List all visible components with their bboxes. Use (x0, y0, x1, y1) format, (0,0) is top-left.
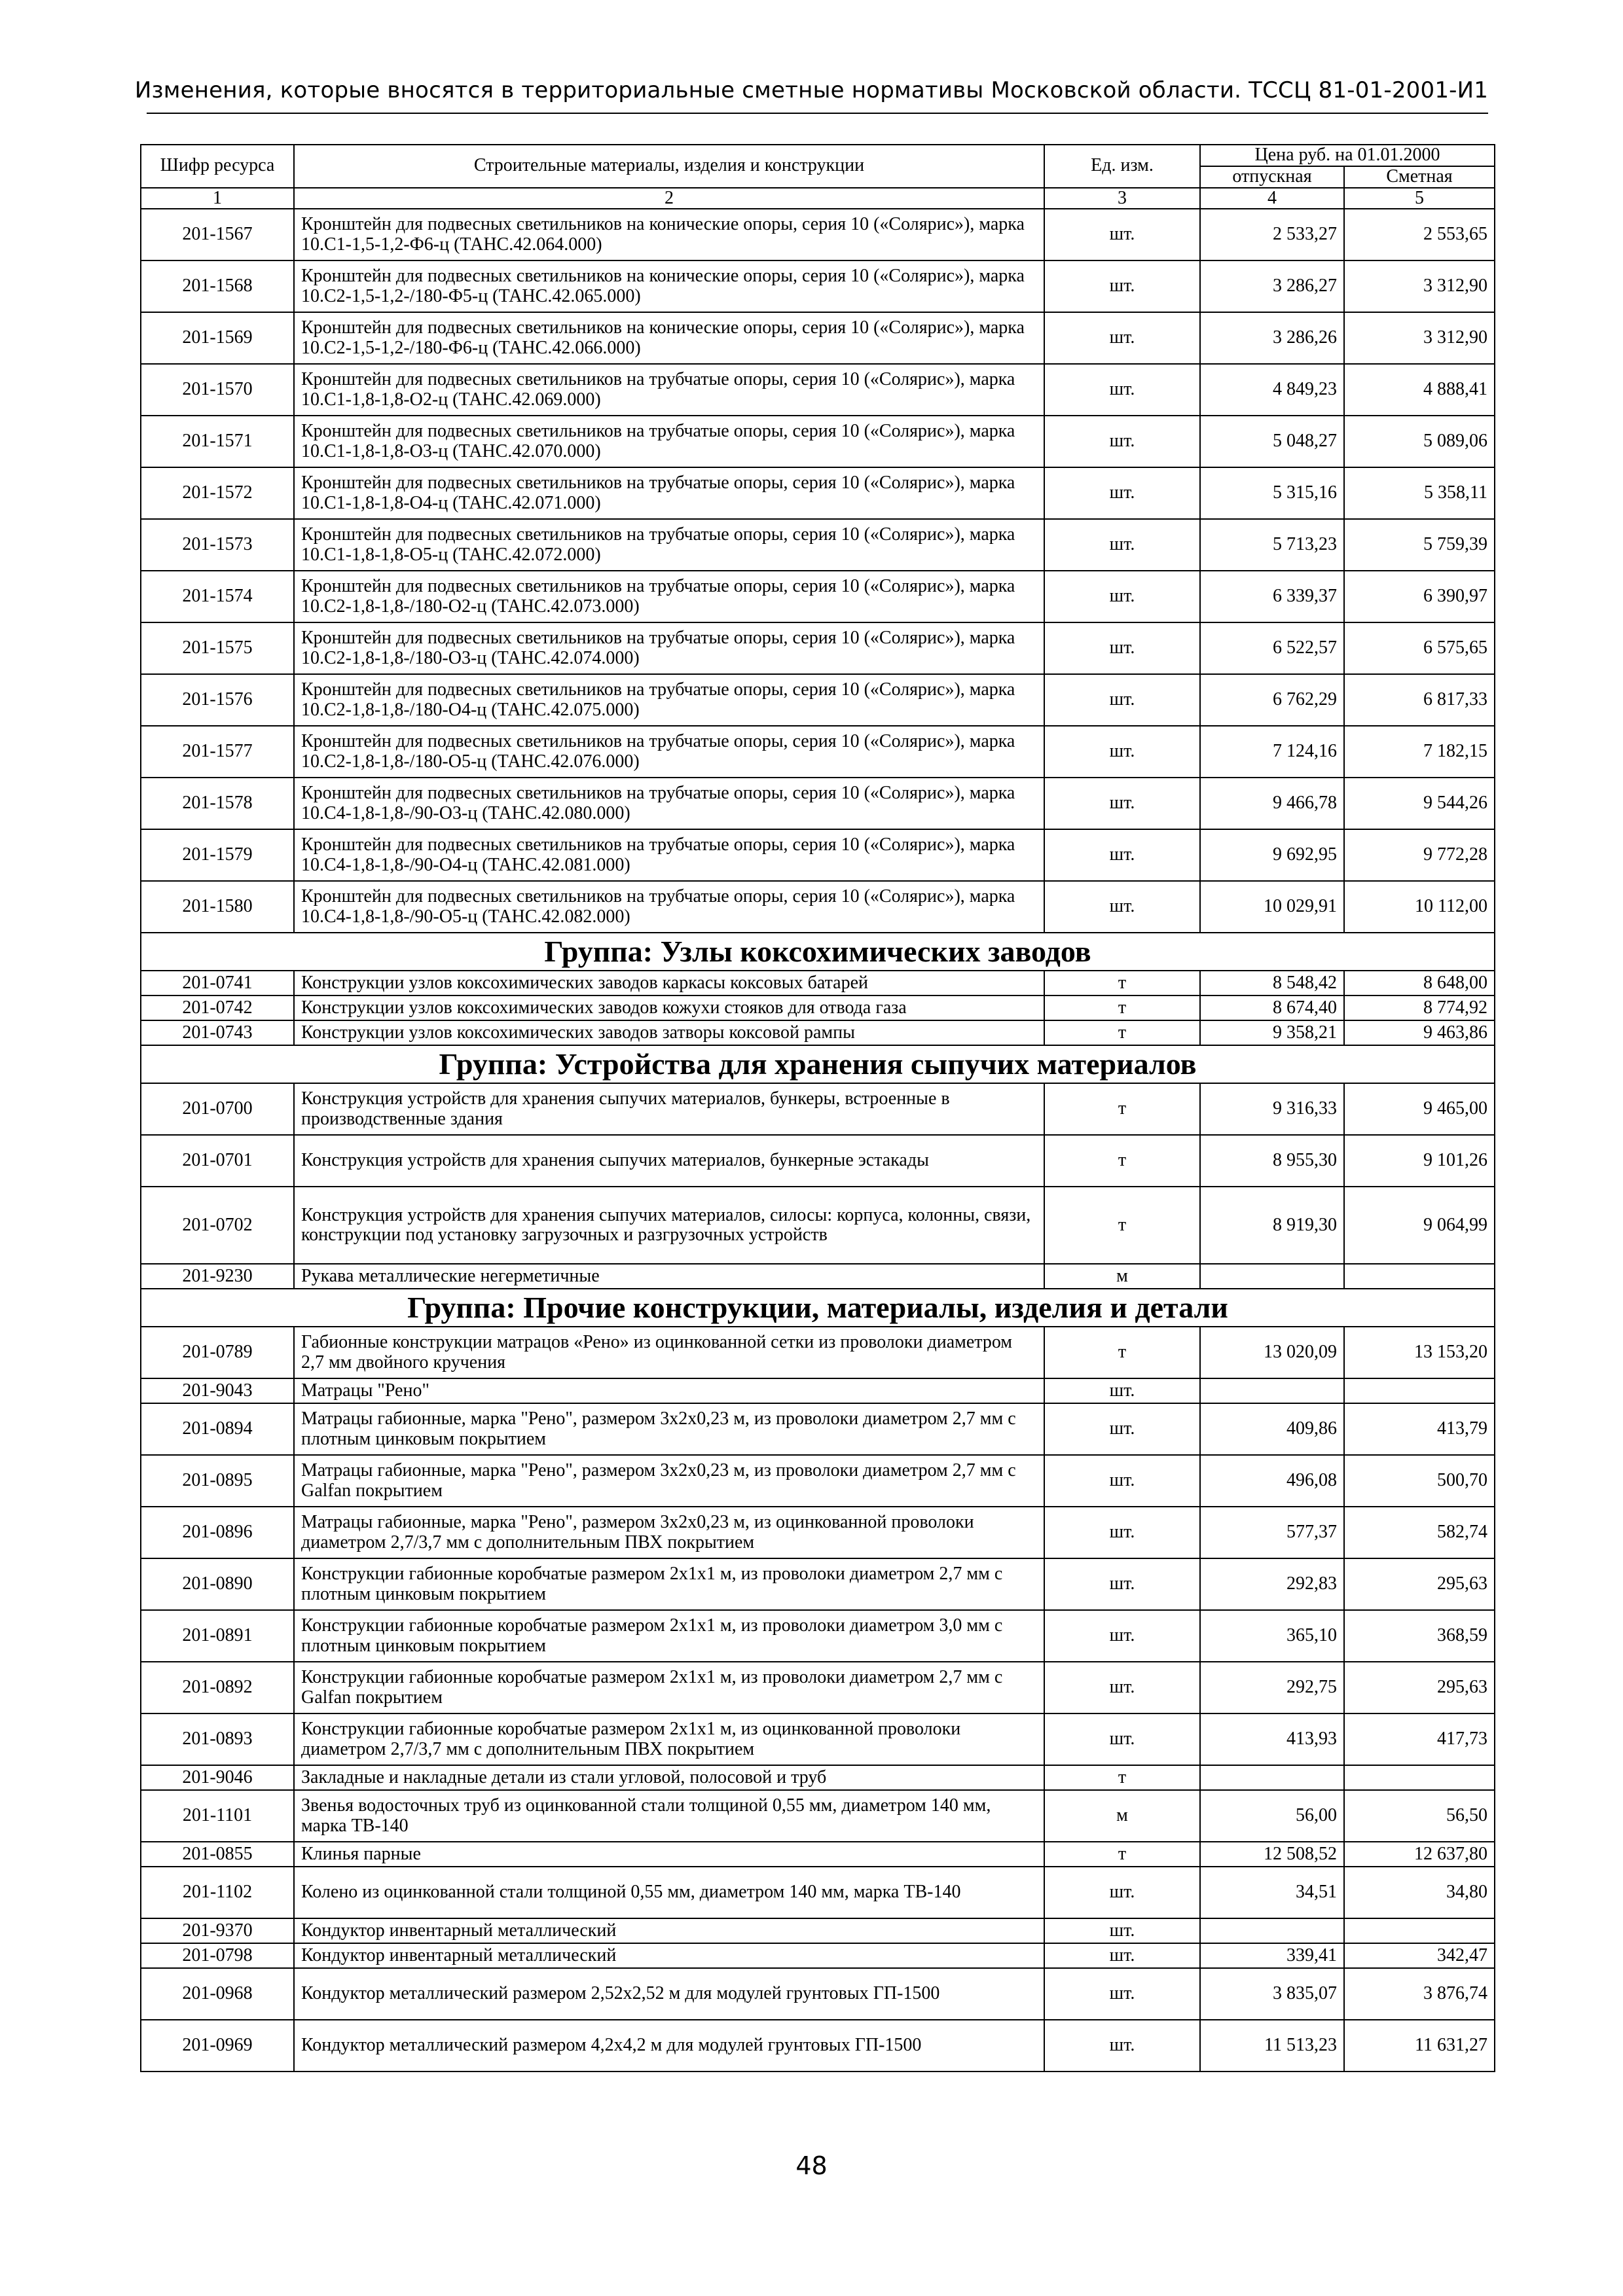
cell-price-release (1200, 1378, 1344, 1403)
cell-name: Кронштейн для подвесных светильников на трубчатые опоры, серия 10 («Солярис»), марка 10.С2-1,8-1,8-/180-О2-ц (ТАНС.42.073.000) (294, 571, 1044, 622)
cell-code: 201-1578 (141, 778, 294, 829)
cell-unit: т (1044, 1327, 1200, 1378)
cell-price-release: 9 316,33 (1200, 1083, 1344, 1135)
cell-name: Кронштейн для подвесных светильников на трубчатые опоры, серия 10 («Солярис»), марка 10.С1-1,8-1,8-О2-ц (ТАНС.42.069.000) (294, 364, 1044, 416)
header-divider (147, 113, 1488, 114)
cell-price-release: 5 048,27 (1200, 416, 1344, 467)
cell-code: 201-9046 (141, 1765, 294, 1790)
cell-price-estimate: 413,79 (1344, 1403, 1495, 1455)
cell-price-release: 3 286,27 (1200, 260, 1344, 312)
cell-unit: шт. (1044, 260, 1200, 312)
cell-price-estimate: 11 631,27 (1344, 2020, 1495, 2072)
cell-code: 201-9370 (141, 1918, 294, 1943)
cell-name: Кронштейн для подвесных светильников на трубчатые опоры, серия 10 («Солярис»), марка 10.С2-1,8-1,8-/180-О3-ц (ТАНС.42.074.000) (294, 622, 1044, 674)
cell-code: 201-0895 (141, 1455, 294, 1507)
cell-price-release: 56,00 (1200, 1790, 1344, 1842)
column-header-code: Шифр ресурса (141, 145, 294, 188)
cell-unit: т (1044, 1135, 1200, 1187)
cell-price-release: 413,93 (1200, 1713, 1344, 1765)
cell-price-estimate: 9 101,26 (1344, 1135, 1495, 1187)
cell-price-estimate: 9 064,99 (1344, 1187, 1495, 1264)
cell-code: 201-1569 (141, 312, 294, 364)
cell-name: Кондуктор металлический размером 2,52х2,52 м для модулей грунтовых ГП-1500 (294, 1968, 1044, 2020)
cell-price-estimate: 6 817,33 (1344, 674, 1495, 726)
cell-code: 201-1102 (141, 1867, 294, 1918)
cell-code: 201-0741 (141, 971, 294, 996)
cell-name: Конструкция устройств для хранения сыпучих материалов, бункеры, встроенные в производственные здания (294, 1083, 1044, 1135)
cell-price-estimate (1344, 1264, 1495, 1289)
cell-unit: т (1044, 996, 1200, 1020)
cell-unit: шт. (1044, 1713, 1200, 1765)
table-row (141, 209, 1495, 260)
table-row (141, 1968, 1495, 2020)
document-header-title: Изменения, которые вносятся в территориальные сметные нормативы Московской области. ТССЦ 81-01-2001-И1 (134, 77, 1489, 103)
price-table (140, 144, 1495, 2072)
cell-name: Кронштейн для подвесных светильников на конические опоры, серия 10 («Солярис»), марка 10.С1-1,5-1,2-Ф6-ц (ТАНС.42.064.000) (294, 209, 1044, 260)
cell-price-estimate: 295,63 (1344, 1558, 1495, 1610)
cell-price-estimate: 3 876,74 (1344, 1968, 1495, 2020)
cell-name: Закладные и накладные детали из стали угловой, полосовой и труб (294, 1765, 1044, 1790)
cell-price-estimate (1344, 1378, 1495, 1403)
cell-price-release: 292,75 (1200, 1662, 1344, 1713)
cell-price-release: 8 919,30 (1200, 1187, 1344, 1264)
cell-price-release: 11 513,23 (1200, 2020, 1344, 2072)
table-row (141, 312, 1495, 364)
cell-unit: шт. (1044, 829, 1200, 881)
column-header-price-estimate: Сметная (1344, 166, 1495, 188)
cell-unit: шт. (1044, 1968, 1200, 2020)
table-row (141, 1507, 1495, 1558)
cell-code: 201-1101 (141, 1790, 294, 1842)
cell-name: Конструкции габионные коробчатые размером 2х1х1 м, из оцинкованной проволоки диаметром 2,7/3,7 мм с дополнительным ПВХ покрытием (294, 1713, 1044, 1765)
cell-unit: шт. (1044, 209, 1200, 260)
cell-unit: м (1044, 1790, 1200, 1842)
cell-price-estimate: 368,59 (1344, 1610, 1495, 1662)
cell-name: Кронштейн для подвесных светильников на конические опоры, серия 10 («Солярис»), марка 10.С2-1,5-1,2-/180-Ф5-ц (ТАНС.42.065.000) (294, 260, 1044, 312)
cell-unit: шт. (1044, 1662, 1200, 1713)
cell-code: 201-1572 (141, 467, 294, 519)
cell-price-estimate: 6 390,97 (1344, 571, 1495, 622)
cell-name: Звенья водосточных труб из оцинкованной стали толщиной 0,55 мм, диаметром 140 мм, марка ТВ-140 (294, 1790, 1044, 1842)
cell-code: 201-1576 (141, 674, 294, 726)
cell-name: Матрацы габионные, марка "Рено", размером 3х2х0,23 м, из оцинкованной проволоки диаметром 2,7/3,7 мм с дополнительным ПВХ покрытием (294, 1507, 1044, 1558)
cell-price-release: 13 020,09 (1200, 1327, 1344, 1378)
group-title: Группа: Устройства для хранения сыпучих материалов (141, 1045, 1495, 1083)
cell-unit: шт. (1044, 1507, 1200, 1558)
table-row (141, 1135, 1495, 1187)
cell-name: Кондуктор инвентарный металлический (294, 1943, 1044, 1968)
cell-price-estimate: 582,74 (1344, 1507, 1495, 1558)
cell-code: 201-0742 (141, 996, 294, 1020)
cell-price-estimate: 295,63 (1344, 1662, 1495, 1713)
cell-price-release: 8 955,30 (1200, 1135, 1344, 1187)
cell-price-estimate: 9 772,28 (1344, 829, 1495, 881)
table-row (141, 1918, 1495, 1943)
cell-name: Конструкция устройств для хранения сыпучих материалов, силосы: корпуса, колонны, связи, конструкции под установку загрузочных и разгрузочных устройств (294, 1187, 1044, 1264)
table-row (141, 1403, 1495, 1455)
cell-price-estimate: 13 153,20 (1344, 1327, 1495, 1378)
cell-price-release (1200, 1918, 1344, 1943)
cell-price-estimate: 9 463,86 (1344, 1020, 1495, 1045)
cell-unit: шт. (1044, 1867, 1200, 1918)
cell-code: 201-0892 (141, 1662, 294, 1713)
column-number: 4 (1200, 188, 1344, 209)
cell-code: 201-0701 (141, 1135, 294, 1187)
cell-price-estimate (1344, 1918, 1495, 1943)
cell-code: 201-1579 (141, 829, 294, 881)
table-row (141, 996, 1495, 1020)
column-number: 2 (294, 188, 1044, 209)
cell-unit: шт. (1044, 1558, 1200, 1610)
cell-name: Рукава металлические негерметичные (294, 1264, 1044, 1289)
cell-price-release: 2 533,27 (1200, 209, 1344, 260)
column-number: 1 (141, 188, 294, 209)
cell-code: 201-0702 (141, 1187, 294, 1264)
cell-unit: шт. (1044, 416, 1200, 467)
cell-name: Кронштейн для подвесных светильников на трубчатые опоры, серия 10 («Солярис»), марка 10.С4-1,8-1,8-/90-О3-ц (ТАНС.42.080.000) (294, 778, 1044, 829)
cell-price-release: 6 339,37 (1200, 571, 1344, 622)
cell-unit: т (1044, 971, 1200, 996)
group-title: Группа: Прочие конструкции, материалы, изделия и детали (141, 1289, 1495, 1327)
cell-price-release: 9 692,95 (1200, 829, 1344, 881)
cell-price-estimate: 342,47 (1344, 1943, 1495, 1968)
cell-unit: шт. (1044, 1378, 1200, 1403)
cell-name: Матрацы габионные, марка "Рено", размером 3х2х0,23 м, из проволоки диаметром 2,7 мм с плотным цинковым покрытием (294, 1403, 1044, 1455)
cell-code: 201-1567 (141, 209, 294, 260)
cell-name: Конструкции габионные коробчатые размером 2х1х1 м, из проволоки диаметром 3,0 мм с плотным цинковым покрытием (294, 1610, 1044, 1662)
table-row (141, 674, 1495, 726)
cell-price-estimate: 7 182,15 (1344, 726, 1495, 778)
cell-name: Кронштейн для подвесных светильников на трубчатые опоры, серия 10 («Солярис»), марка 10.С2-1,8-1,8-/180-О5-ц (ТАНС.42.076.000) (294, 726, 1044, 778)
cell-price-estimate: 9 465,00 (1344, 1083, 1495, 1135)
cell-name: Клинья парные (294, 1842, 1044, 1867)
cell-price-release: 339,41 (1200, 1943, 1344, 1968)
cell-code: 201-0968 (141, 1968, 294, 2020)
cell-price-release: 9 466,78 (1200, 778, 1344, 829)
cell-price-estimate: 5 358,11 (1344, 467, 1495, 519)
cell-price-release: 3 286,26 (1200, 312, 1344, 364)
table-row (141, 1842, 1495, 1867)
table-row (141, 622, 1495, 674)
cell-code: 201-0890 (141, 1558, 294, 1610)
cell-code: 201-0896 (141, 1507, 294, 1558)
cell-name: Конструкции узлов коксохимических заводов затворы коксовой рампы (294, 1020, 1044, 1045)
cell-price-release: 34,51 (1200, 1867, 1344, 1918)
table-row (141, 1378, 1495, 1403)
table-row (141, 1943, 1495, 1968)
cell-code: 201-1574 (141, 571, 294, 622)
cell-unit: т (1044, 1020, 1200, 1045)
cell-code: 201-0969 (141, 2020, 294, 2072)
cell-price-release: 6 762,29 (1200, 674, 1344, 726)
group-row (141, 933, 1495, 971)
cell-price-estimate: 5 759,39 (1344, 519, 1495, 571)
cell-name: Кронштейн для подвесных светильников на трубчатые опоры, серия 10 («Солярис»), марка 10.С2-1,8-1,8-/180-О4-ц (ТАНС.42.075.000) (294, 674, 1044, 726)
cell-code: 201-0798 (141, 1943, 294, 1968)
cell-price-release: 3 835,07 (1200, 1968, 1344, 2020)
cell-name: Матрацы габионные, марка "Рено", размером 3х2х0,23 м, из проволоки диаметром 2,7 мм с Galfan покрытием (294, 1455, 1044, 1507)
table-row (141, 881, 1495, 933)
group-row (141, 1289, 1495, 1327)
cell-price-release: 4 849,23 (1200, 364, 1344, 416)
cell-price-release: 8 548,42 (1200, 971, 1344, 996)
cell-unit: шт. (1044, 519, 1200, 571)
cell-price-release: 5 713,23 (1200, 519, 1344, 571)
cell-code: 201-1568 (141, 260, 294, 312)
cell-price-estimate: 2 553,65 (1344, 209, 1495, 260)
table-row (141, 1765, 1495, 1790)
table-body (141, 209, 1495, 2072)
table-row (141, 778, 1495, 829)
table-row (141, 829, 1495, 881)
cell-price-estimate: 500,70 (1344, 1455, 1495, 1507)
cell-price-release: 5 315,16 (1200, 467, 1344, 519)
cell-unit: шт. (1044, 674, 1200, 726)
cell-unit: м (1044, 1264, 1200, 1289)
cell-code: 201-1571 (141, 416, 294, 467)
cell-price-estimate: 4 888,41 (1344, 364, 1495, 416)
table-row (141, 726, 1495, 778)
group-title: Группа: Узлы коксохимических заводов (141, 933, 1495, 971)
column-header-price-release: отпускная (1200, 166, 1344, 188)
cell-unit: шт. (1044, 622, 1200, 674)
cell-unit: шт. (1044, 778, 1200, 829)
cell-price-release: 7 124,16 (1200, 726, 1344, 778)
table-row (141, 364, 1495, 416)
cell-price-estimate: 9 544,26 (1344, 778, 1495, 829)
cell-price-release: 9 358,21 (1200, 1020, 1344, 1045)
cell-unit: шт. (1044, 1918, 1200, 1943)
cell-name: Кронштейн для подвесных светильников на трубчатые опоры, серия 10 («Солярис»), марка 10.С1-1,8-1,8-О3-ц (ТАНС.42.070.000) (294, 416, 1044, 467)
cell-unit: т (1044, 1083, 1200, 1135)
cell-price-release: 8 674,40 (1200, 996, 1344, 1020)
table-row (141, 467, 1495, 519)
cell-price-estimate: 10 112,00 (1344, 881, 1495, 933)
cell-price-release: 365,10 (1200, 1610, 1344, 1662)
cell-unit: шт. (1044, 364, 1200, 416)
cell-name: Матрацы "Рено" (294, 1378, 1044, 1403)
cell-code: 201-9230 (141, 1264, 294, 1289)
cell-name: Конструкции габионные коробчатые размером 2х1х1 м, из проволоки диаметром 2,7 мм с Galfan покрытием (294, 1662, 1044, 1713)
cell-name: Конструкции габионные коробчатые размером 2х1х1 м, из проволоки диаметром 2,7 мм с плотным цинковым покрытием (294, 1558, 1044, 1610)
table-row (141, 1187, 1495, 1264)
group-row (141, 1045, 1495, 1083)
cell-unit: шт. (1044, 571, 1200, 622)
cell-price-release (1200, 1264, 1344, 1289)
cell-price-estimate: 6 575,65 (1344, 622, 1495, 674)
cell-price-estimate: 5 089,06 (1344, 416, 1495, 467)
cell-unit: шт. (1044, 2020, 1200, 2072)
page-number: 48 (795, 2151, 828, 2180)
cell-price-release: 409,86 (1200, 1403, 1344, 1455)
cell-unit: шт. (1044, 1610, 1200, 1662)
cell-unit: т (1044, 1187, 1200, 1264)
cell-name: Кондуктор инвентарный металлический (294, 1918, 1044, 1943)
cell-unit: шт. (1044, 1403, 1200, 1455)
table-row (141, 1327, 1495, 1378)
cell-name: Кронштейн для подвесных светильников на конические опоры, серия 10 («Солярис»), марка 10.С2-1,5-1,2-/180-Ф6-ц (ТАНС.42.066.000) (294, 312, 1044, 364)
column-header-unit: Ед. изм. (1044, 145, 1200, 188)
cell-name: Кондуктор металлический размером 4,2х4,2 м для модулей грунтовых ГП-1500 (294, 2020, 1044, 2072)
cell-unit: шт. (1044, 881, 1200, 933)
column-number: 5 (1344, 188, 1495, 209)
cell-price-release: 6 522,57 (1200, 622, 1344, 674)
cell-unit: шт. (1044, 312, 1200, 364)
cell-price-estimate: 3 312,90 (1344, 260, 1495, 312)
cell-code: 201-0789 (141, 1327, 294, 1378)
cell-unit: шт. (1044, 1455, 1200, 1507)
cell-name: Конструкция устройств для хранения сыпучих материалов, бункерные эстакады (294, 1135, 1044, 1187)
column-header-price-group: Цена руб. на 01.01.2000 (1200, 145, 1495, 166)
cell-code: 201-0894 (141, 1403, 294, 1455)
table-row (141, 1713, 1495, 1765)
cell-unit: шт. (1044, 467, 1200, 519)
table-row (141, 1264, 1495, 1289)
cell-price-release: 496,08 (1200, 1455, 1344, 1507)
table-row (141, 1558, 1495, 1610)
table-row (141, 1790, 1495, 1842)
cell-name: Кронштейн для подвесных светильников на трубчатые опоры, серия 10 («Солярис»), марка 10.С4-1,8-1,8-/90-О4-ц (ТАНС.42.081.000) (294, 829, 1044, 881)
cell-code: 201-0855 (141, 1842, 294, 1867)
table-row (141, 1662, 1495, 1713)
cell-price-estimate: 12 637,80 (1344, 1842, 1495, 1867)
cell-unit: т (1044, 1765, 1200, 1790)
table-row (141, 416, 1495, 467)
table-row (141, 260, 1495, 312)
cell-unit: шт. (1044, 1943, 1200, 1968)
cell-code: 201-0893 (141, 1713, 294, 1765)
table-row (141, 1455, 1495, 1507)
table-row (141, 1083, 1495, 1135)
cell-code: 201-1570 (141, 364, 294, 416)
cell-price-estimate: 8 774,92 (1344, 996, 1495, 1020)
cell-price-release: 12 508,52 (1200, 1842, 1344, 1867)
cell-unit: шт. (1044, 726, 1200, 778)
cell-price-estimate: 56,50 (1344, 1790, 1495, 1842)
cell-name: Кронштейн для подвесных светильников на трубчатые опоры, серия 10 («Солярис»), марка 10.С4-1,8-1,8-/90-О5-ц (ТАНС.42.082.000) (294, 881, 1044, 933)
cell-name: Кронштейн для подвесных светильников на трубчатые опоры, серия 10 («Солярис»), марка 10.С1-1,8-1,8-О5-ц (ТАНС.42.072.000) (294, 519, 1044, 571)
table-row (141, 519, 1495, 571)
column-number: 3 (1044, 188, 1200, 209)
cell-price-estimate: 417,73 (1344, 1713, 1495, 1765)
table-row (141, 2020, 1495, 2072)
cell-unit: т (1044, 1842, 1200, 1867)
cell-code: 201-1575 (141, 622, 294, 674)
table-row (141, 1020, 1495, 1045)
cell-code: 201-1577 (141, 726, 294, 778)
cell-price-release: 292,83 (1200, 1558, 1344, 1610)
cell-code: 201-0743 (141, 1020, 294, 1045)
cell-code: 201-1580 (141, 881, 294, 933)
cell-name: Габионные конструкции матрацов «Рено» из оцинкованной сетки из проволоки диаметром 2,7 мм двойного кручения (294, 1327, 1044, 1378)
cell-name: Колено из оцинкованной стали толщиной 0,55 мм, диаметром 140 мм, марка ТВ-140 (294, 1867, 1044, 1918)
cell-code: 201-0891 (141, 1610, 294, 1662)
cell-name: Конструкции узлов коксохимических заводов кожухи стояков для отвода газа (294, 996, 1044, 1020)
cell-name: Кронштейн для подвесных светильников на трубчатые опоры, серия 10 («Солярис»), марка 10.С1-1,8-1,8-О4-ц (ТАНС.42.071.000) (294, 467, 1044, 519)
table-row (141, 571, 1495, 622)
cell-price-release: 577,37 (1200, 1507, 1344, 1558)
cell-price-estimate: 34,80 (1344, 1867, 1495, 1918)
cell-price-release: 10 029,91 (1200, 881, 1344, 933)
cell-code: 201-0700 (141, 1083, 294, 1135)
cell-price-estimate: 8 648,00 (1344, 971, 1495, 996)
cell-price-estimate (1344, 1765, 1495, 1790)
cell-price-estimate: 3 312,90 (1344, 312, 1495, 364)
table-row (141, 1867, 1495, 1918)
cell-price-release (1200, 1765, 1344, 1790)
column-header-name: Строительные материалы, изделия и конструкции (294, 145, 1044, 188)
table-row (141, 971, 1495, 996)
cell-code: 201-1573 (141, 519, 294, 571)
table-row (141, 1610, 1495, 1662)
cell-code: 201-9043 (141, 1378, 294, 1403)
cell-name: Конструкции узлов коксохимических заводов каркасы коксовых батарей (294, 971, 1044, 996)
